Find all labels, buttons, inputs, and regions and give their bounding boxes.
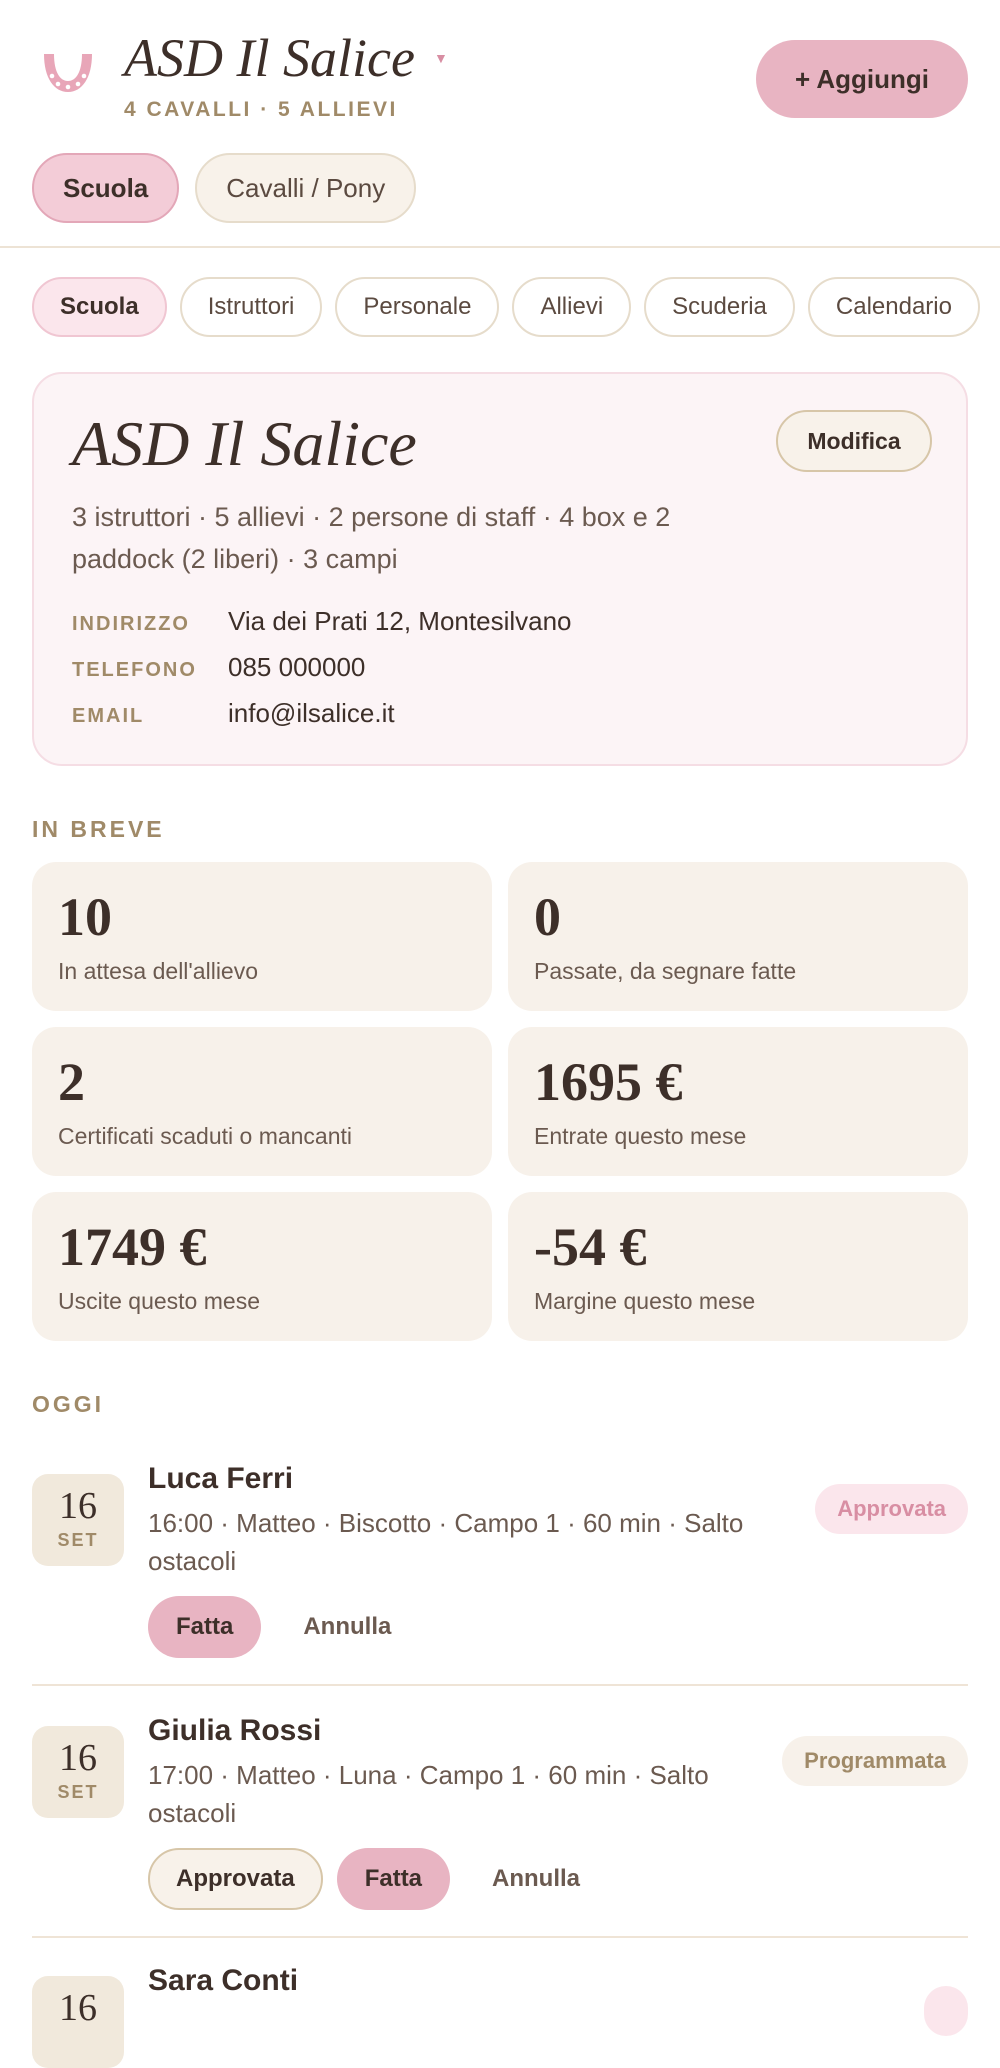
student-name: Sara Conti <box>148 1964 299 1997</box>
stat-value: 1749 € <box>58 1217 207 1277</box>
app-header <box>0 0 1000 248</box>
section-tabs <box>32 277 980 337</box>
tab-allievi[interactable]: Allievi <box>512 277 631 337</box>
horseshoe-logo-icon <box>38 48 98 96</box>
stat-card[interactable] <box>508 1027 968 1176</box>
lesson-detail: 16:00 · Matteo · Biscotto · Campo 1 · 60 min · Salto ostacoli <box>148 1508 744 1576</box>
date-day: 16 <box>59 1987 97 2029</box>
stat-label: Uscite questo mese <box>58 1288 260 1314</box>
mode-tab-horses[interactable]: Cavalli / Pony <box>195 153 416 223</box>
stat-value: 2 <box>58 1052 85 1112</box>
status-badge: Programmata <box>782 1736 968 1786</box>
lesson-item[interactable] <box>32 1714 968 1914</box>
header-divider <box>0 246 1000 248</box>
stat-card[interactable] <box>32 862 492 1011</box>
tab-calendario[interactable]: Calendario <box>808 277 980 337</box>
phone-label: TELEFONO <box>72 659 197 681</box>
edit-button[interactable]: Modifica <box>776 410 932 472</box>
mode-switcher <box>32 153 416 223</box>
phone-row <box>72 652 365 683</box>
stat-label: Certificati scaduti o mancanti <box>58 1123 353 1149</box>
email-row <box>72 698 395 729</box>
address-row <box>72 606 572 637</box>
cancel-button[interactable]: Annulla <box>275 1596 419 1658</box>
date-badge <box>32 1726 124 1818</box>
header-subtitle: 4 CAVALLI · 5 ALLIEVI <box>124 98 398 121</box>
stat-value: 0 <box>534 887 561 947</box>
date-badge <box>32 1474 124 1566</box>
stat-card[interactable] <box>32 1027 492 1176</box>
mark-done-button[interactable]: Fatta <box>337 1848 450 1910</box>
email-label: EMAIL <box>72 705 145 727</box>
lesson-divider <box>32 1936 968 1938</box>
stat-label: Margine questo mese <box>534 1288 756 1314</box>
tab-scuola[interactable]: Scuola <box>32 277 167 337</box>
status-badge: Approvata <box>815 1484 968 1534</box>
stat-value: -54 € <box>534 1217 647 1277</box>
date-month: SET <box>57 1782 99 1802</box>
school-card-title: ASD Il Salice <box>72 408 417 479</box>
approve-button[interactable]: Approvata <box>148 1848 323 1910</box>
school-switcher[interactable]: ASD Il Salice <box>124 28 415 88</box>
stat-label: Passate, da segnare fatte <box>534 958 797 984</box>
cancel-button[interactable]: Annulla <box>464 1848 608 1910</box>
tab-istruttori[interactable]: Istruttori <box>180 277 323 337</box>
tab-personale[interactable]: Personale <box>335 277 499 337</box>
mode-tab-school[interactable]: Scuola <box>32 153 179 223</box>
student-name: Luca Ferri <box>148 1462 294 1495</box>
stat-value: 1695 € <box>534 1052 683 1112</box>
date-badge <box>32 1976 124 2068</box>
lesson-item[interactable] <box>32 1964 968 2029</box>
today-heading: OGGI <box>32 1391 105 1417</box>
date-day: 16 <box>59 1737 97 1779</box>
date-day: 16 <box>59 1485 97 1527</box>
school-info-card <box>32 372 968 766</box>
lesson-actions <box>148 1596 419 1658</box>
add-button[interactable]: + Aggiungi <box>756 40 968 118</box>
student-name: Giulia Rossi <box>148 1714 322 1747</box>
phone-value: 085 000000 <box>228 652 366 682</box>
overview-heading: IN BREVE <box>32 816 165 842</box>
school-summary: 3 istruttori · 5 allievi · 2 persone di staff · 4 box e 2 paddock (2 liberi) · 3 campi <box>72 502 671 574</box>
stat-label: In attesa dell'allievo <box>58 958 259 984</box>
email-value: info@ilsalice.it <box>228 698 395 728</box>
date-month: SET <box>57 1530 99 1550</box>
address-value: Via dei Prati 12, Montesilvano <box>228 606 572 636</box>
address-label: INDIRIZZO <box>72 613 190 635</box>
mark-done-button[interactable]: Fatta <box>148 1596 261 1658</box>
tab-scuderia[interactable]: Scuderia <box>644 277 795 337</box>
stat-card[interactable] <box>32 1192 492 1341</box>
stat-card[interactable] <box>508 862 968 1011</box>
stat-value: 10 <box>58 887 112 947</box>
status-badge <box>924 1986 968 2036</box>
caret-down-icon[interactable]: ▼ <box>434 50 448 66</box>
lesson-detail: 17:00 · Matteo · Luna · Campo 1 · 60 min · Salto ostacoli <box>148 1760 709 1828</box>
lesson-actions <box>148 1848 608 1910</box>
lesson-divider <box>32 1684 968 1686</box>
stat-label: Entrate questo mese <box>534 1123 747 1149</box>
stat-card[interactable] <box>508 1192 968 1341</box>
lesson-item[interactable] <box>32 1462 968 1662</box>
stats-grid <box>32 862 968 1341</box>
